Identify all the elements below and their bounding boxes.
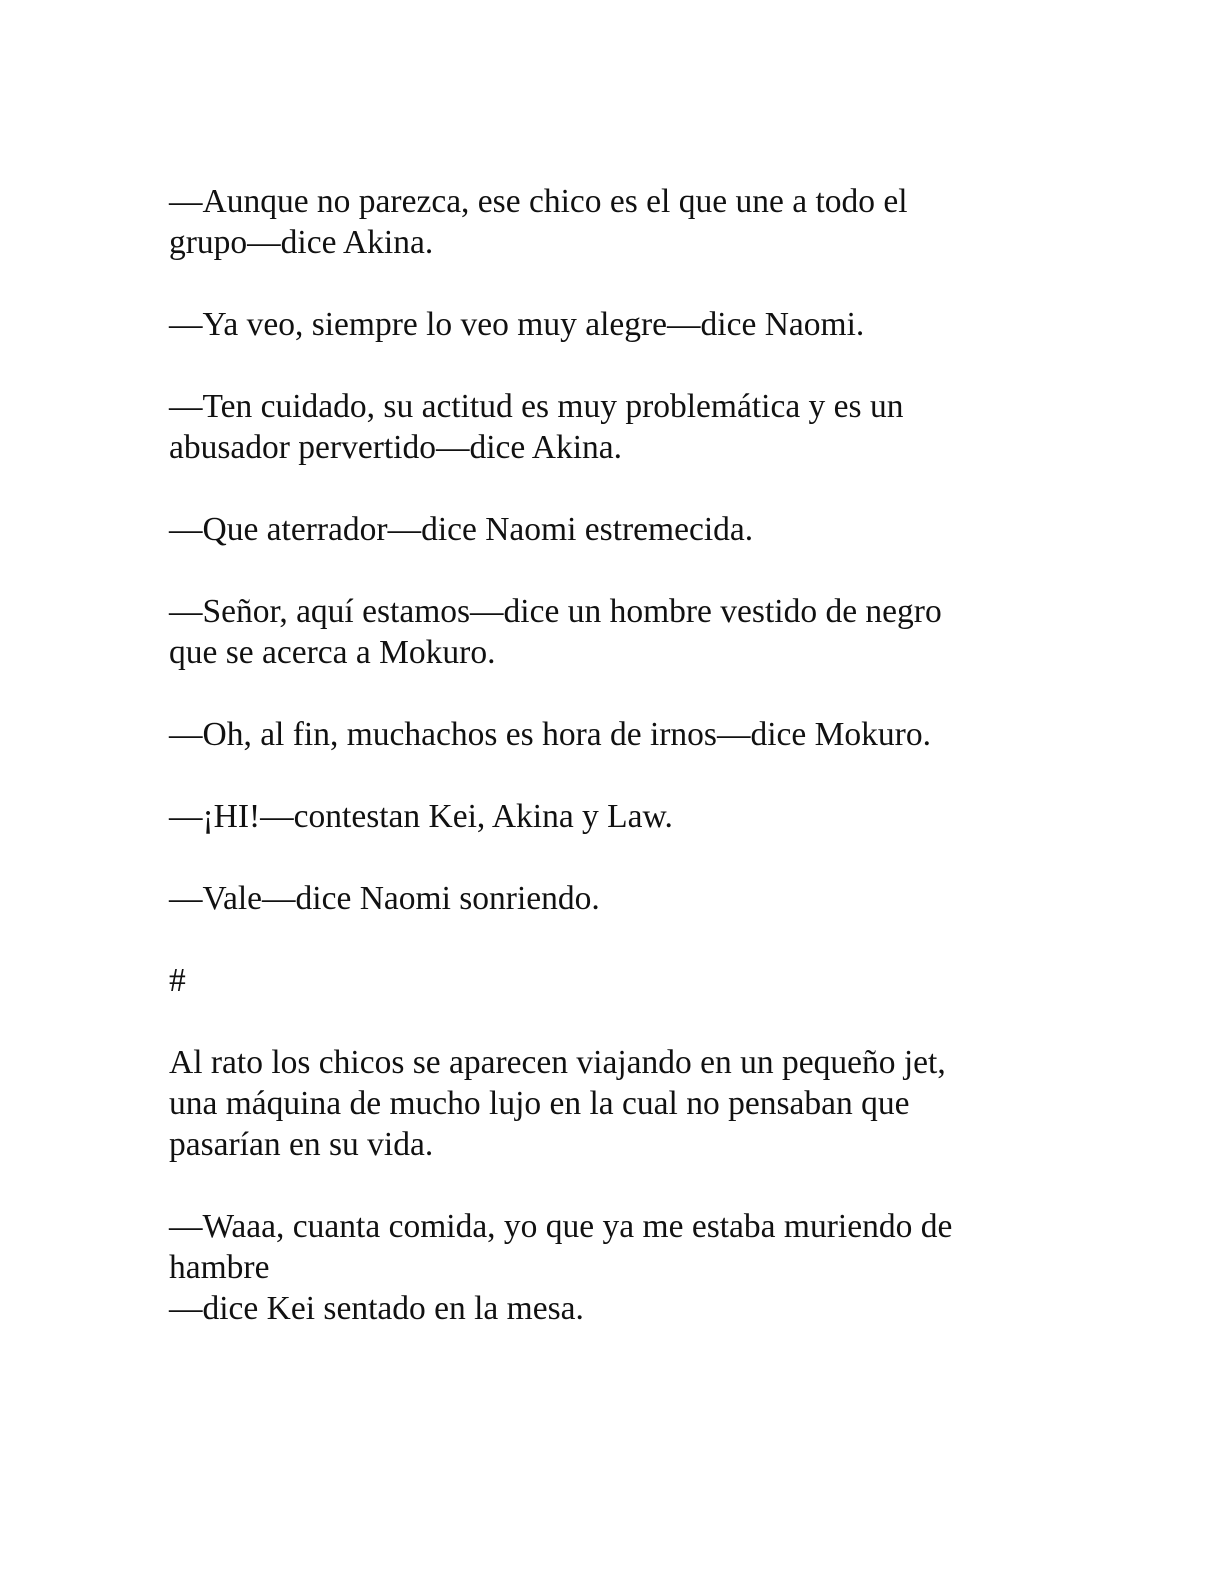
paragraph-10: —Waaa, cuanta comida, yo que ya me estaba muriendo de hambre —dice Kei sentado en la mesa. (169, 1208, 953, 1327)
paragraph-2: —Ya veo, siempre lo veo muy alegre—dice Naomi. (169, 306, 865, 343)
paragraph-7: —¡HI!—contestan Kei, Akina y Law. (169, 798, 673, 835)
body-text (169, 181, 1069, 1370)
paragraph-5: —Señor, aquí estamos—dice un hombre vestido de negro que se acerca a Mokuro. (169, 593, 942, 671)
paragraph-8: —Vale—dice Naomi sonriendo. (169, 880, 600, 917)
paragraph-3: —Ten cuidado, su actitud es muy problemática y es un abusador pervertido—dice Akina. (169, 388, 904, 466)
paragraph-1: —Aunque no parezca, ese chico es el que une a todo el grupo—dice Akina. (169, 183, 908, 261)
paragraph-6: —Oh, al fin, muchachos es hora de irnos—dice Mokuro. (169, 716, 931, 753)
paragraph-9: Al rato los chicos se aparecen viajando en un pequeño jet, una máquina de mucho lujo en la cual no pensaban que pasarían en su vida. (169, 1044, 946, 1163)
paragraph-4: —Que aterrador—dice Naomi estremecida. (169, 511, 754, 548)
scene-break: # (169, 962, 186, 999)
